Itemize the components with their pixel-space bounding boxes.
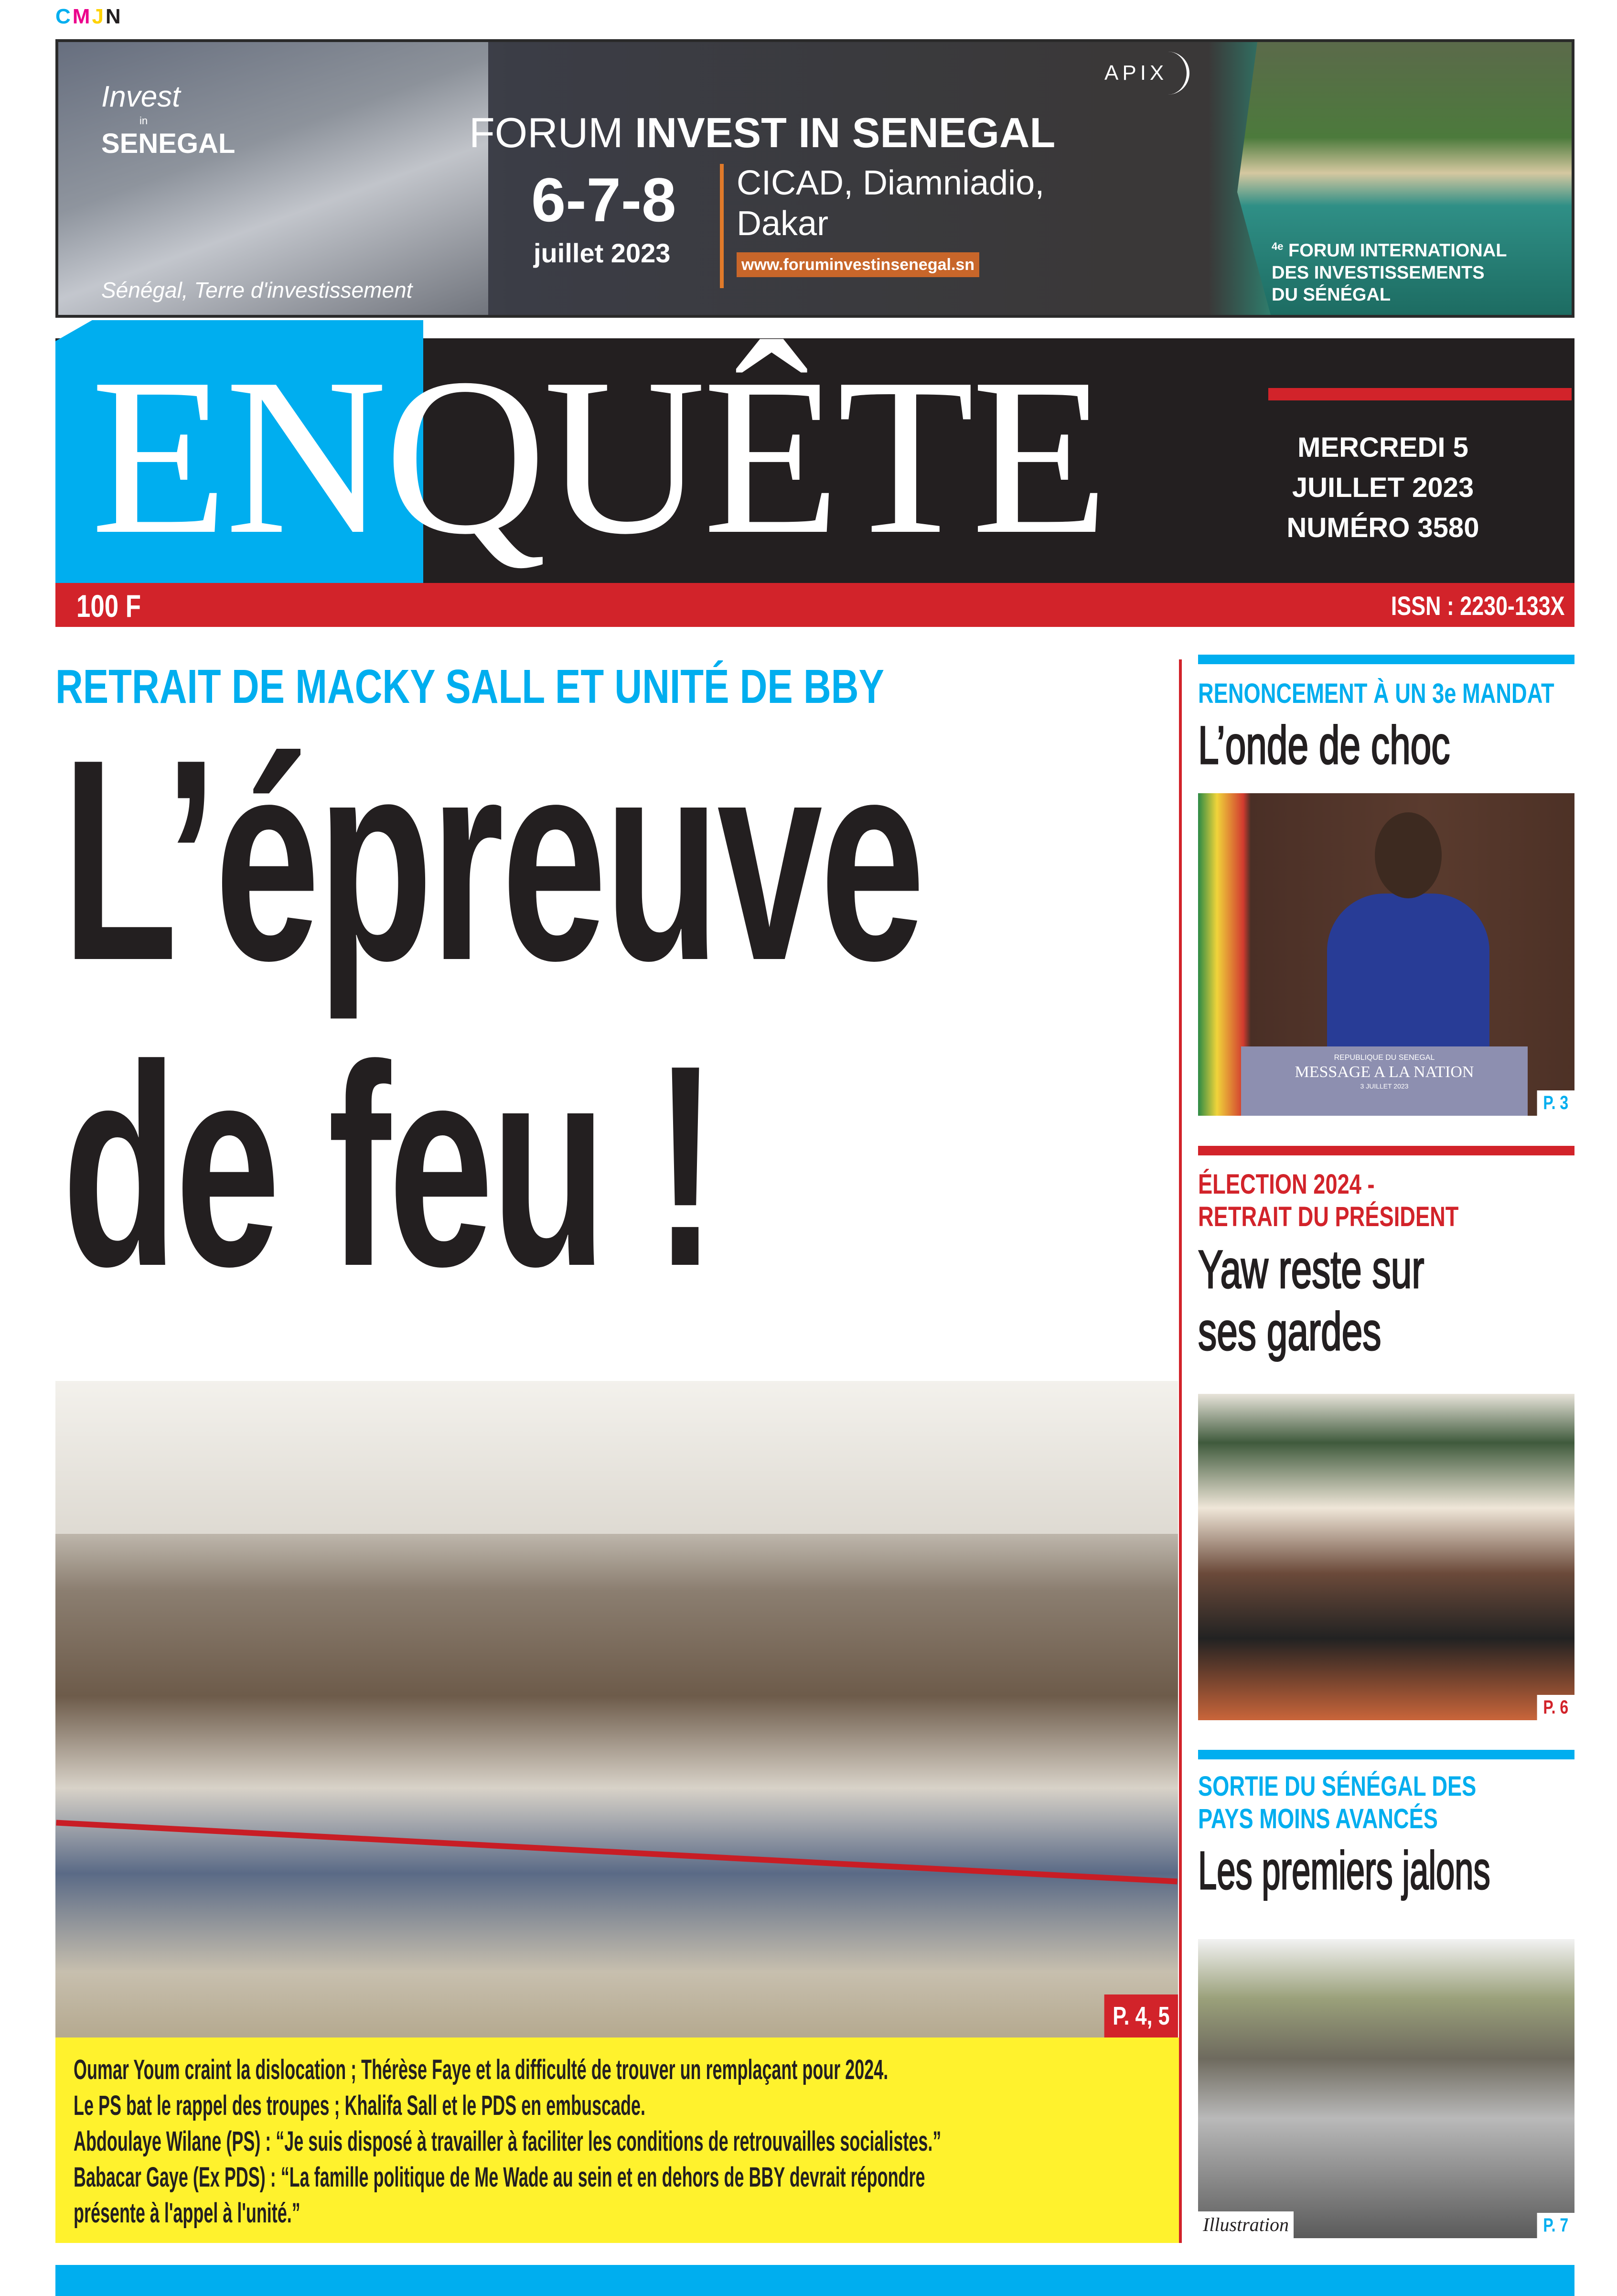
story2-kicker: [1198, 1168, 1458, 1233]
issue-date-day: MERCREDI 5: [1297, 432, 1468, 463]
price: 100 F: [76, 588, 141, 624]
lead-page-ref: P. 4, 5: [1104, 1994, 1178, 2037]
ad-forum-line1: FORUM INTERNATIONAL: [1288, 240, 1507, 261]
lead-photo-assembly[interactable]: [55, 1381, 1178, 2037]
story1-headline[interactable]: L’onde de choc: [1198, 715, 1450, 775]
date-accent-line: [1268, 388, 1572, 400]
story2-headline-line1: Yaw reste sur: [1198, 1240, 1424, 1299]
lead-headline-line2[interactable]: de feu !: [62, 1006, 715, 1326]
summary-line: Le PS bat le rappel des troupes ; Khalifa Sall et le PDS en embuscade.: [74, 2090, 646, 2121]
issue-number: NUMÉRO 3580: [1286, 512, 1479, 543]
newspaper-logo[interactable]: ENQUÊTE: [91, 332, 1106, 581]
forum-ad-banner[interactable]: [55, 39, 1574, 318]
podium-text2: MESSAGE A LA NATION: [1295, 1063, 1474, 1081]
issue-info: [1271, 428, 1495, 548]
story2-photo-press[interactable]: [1198, 1394, 1574, 1720]
summary-line: Babacar Gaye (Ex PDS) : “La famille politique de Me Wade au sein et en dehors de BBY devrait répondre: [74, 2162, 925, 2193]
summary-line: Oumar Youm craint la dislocation ; Thérèse Faye et la difficulté de trouver un remplaçant pour 2024.: [74, 2054, 889, 2085]
mark-j: J: [92, 5, 106, 28]
ad-logo-in: in: [139, 115, 148, 127]
ad-dates: 6-7-8: [531, 165, 676, 235]
apix-logo: APIX: [1104, 52, 1189, 95]
story3-kicker-line1: SORTIE DU SÉNÉGAL DES: [1198, 1771, 1477, 1802]
ad-city: Dakar: [737, 205, 829, 243]
ad-tagline: Sénégal, Terre d'investissement: [101, 278, 413, 302]
masthead-red-band: [55, 583, 1574, 627]
ad-url-link[interactable]: www.foruminvestinsenegal.sn: [737, 252, 979, 277]
summary-line: présente à l'appel à l'unité.”: [74, 2198, 300, 2229]
photo-credit: Illustration: [1198, 2211, 1294, 2238]
story3-headline[interactable]: Les premiers jalons: [1198, 1841, 1490, 1900]
ad-title-bold: INVEST IN SENEGAL: [635, 109, 1056, 156]
story3-kicker: [1198, 1770, 1476, 1835]
issn: ISSN : 2230-133X: [1391, 591, 1564, 621]
ad-month: juillet 2023: [534, 238, 671, 268]
story1-photo-president[interactable]: [1198, 793, 1574, 1116]
story3-page-ref: P. 7: [1537, 2213, 1574, 2238]
rope-barrier: [56, 1820, 1177, 1885]
summary-line: Abdoulaye Wilane (PS) : “Je suis disposé à travailler à faciliter les conditions de retrouvailles socialistes.”: [74, 2126, 942, 2157]
story3-accent-bar: [1198, 1750, 1574, 1759]
ad-forum-line2: DES INVESTISSEMENTS: [1272, 262, 1485, 283]
lead-kicker: RETRAIT DE MACKY SALL ET UNITÉ DE BBY: [55, 660, 884, 713]
ad-divider: [720, 164, 724, 288]
mark-c: C: [55, 5, 73, 28]
footer-bar: [55, 2265, 1574, 2296]
head: [1375, 812, 1442, 898]
mark-m: M: [72, 5, 92, 28]
ad-title-light: FORUM: [469, 109, 623, 156]
story2-kicker-line2: RETRAIT DU PRÉSIDENT: [1198, 1201, 1459, 1232]
story2-page-ref: P. 6: [1537, 1695, 1574, 1720]
lead-summary-box: [55, 2037, 1179, 2243]
story2-headline-line2: ses gardes: [1198, 1302, 1381, 1361]
podium-text1: REPUBLIQUE DU SENEGAL: [1334, 1054, 1435, 1062]
story1-kicker: RENONCEMENT À UN 3e MANDAT: [1198, 678, 1554, 709]
column-divider: [1179, 659, 1182, 2243]
suit: [1327, 894, 1489, 1051]
lead-headline-line1[interactable]: L’épreuve: [62, 700, 923, 1020]
story3-kicker-line2: PAYS MOINS AVANCÉS: [1198, 1803, 1438, 1834]
story1-page-ref: P. 3: [1537, 1090, 1574, 1116]
story3-photo-road[interactable]: [1198, 1939, 1574, 2238]
ad-forum-line3: DU SÉNÉGAL: [1272, 284, 1391, 305]
story2-accent-bar: [1198, 1146, 1574, 1155]
podium: [1241, 1046, 1528, 1116]
ad-logo-invest: Invest: [101, 80, 181, 113]
story1-accent-bar: [1198, 655, 1574, 664]
podium-text3: 3 JUILLET 2023: [1360, 1082, 1409, 1090]
mark-n: N: [105, 5, 123, 28]
ad-edition: 4e: [1272, 240, 1284, 252]
print-color-marks: [55, 5, 123, 29]
issue-date-month: JUILLET 2023: [1292, 472, 1474, 503]
ad-venue: CICAD, Diamniadio,: [737, 164, 1045, 202]
story2-headline[interactable]: [1198, 1239, 1424, 1363]
ceiling: [55, 1381, 1178, 1534]
ad-logo-senegal: SENEGAL: [101, 128, 236, 159]
story2-kicker-line1: ÉLECTION 2024 -: [1198, 1169, 1375, 1200]
